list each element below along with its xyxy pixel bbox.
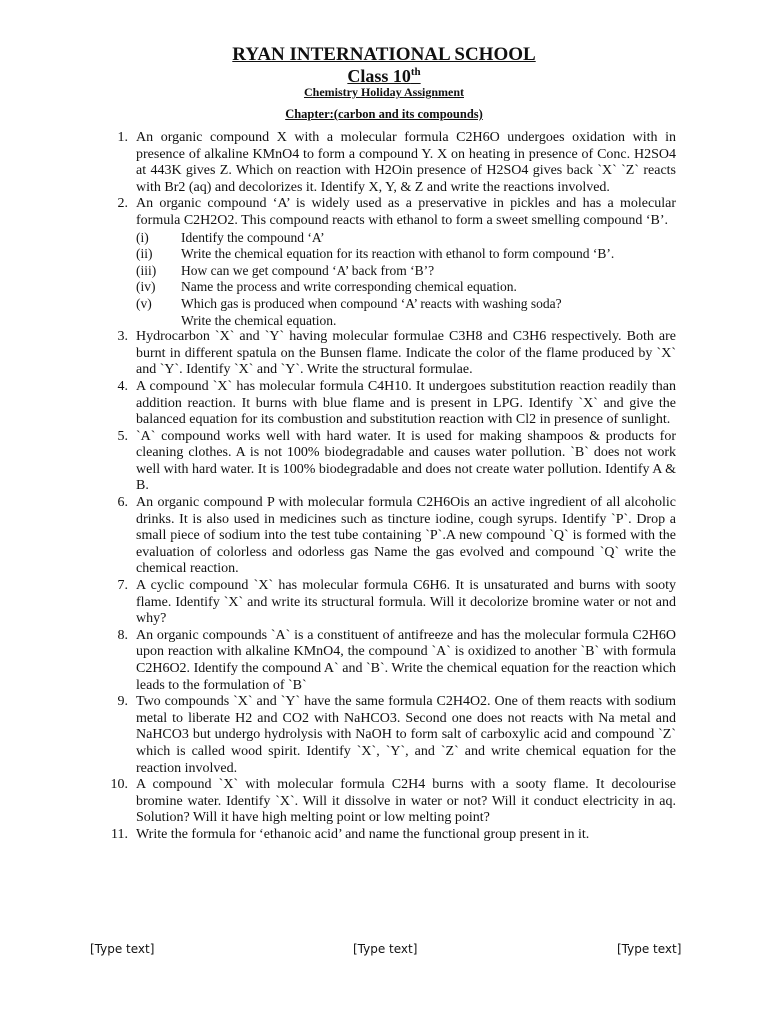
subpart-numeral: (iii) — [136, 262, 157, 278]
class-superscript: th — [410, 66, 421, 78]
question-item — [0, 694, 768, 777]
chapter-title: Chapter:(carbon and its compounds) — [285, 107, 483, 121]
question-text: An organic compound X with a molecular formula C2H6O undergoes oxidation with in presence of alkaline KMnO4 to form a compound Y. X on heating in presence of Conc. H2SO4 at 443K gives Z. Which on reaction with H2Oin presence of H2SO4 gives back `X` `Z` reacts with Br2 (aq) and decolorizes it. Identify X, Y, & Z and write the reactions involved. — [136, 130, 676, 195]
question-number: 10. — [110, 777, 128, 793]
subpart-numeral: (v) — [136, 295, 152, 311]
assignment-title: Chemistry Holiday Assignment — [303, 85, 464, 99]
question-item — [0, 379, 768, 429]
school-name: RYAN INTERNATIONAL SCHOOL — [232, 44, 536, 65]
subpart-item — [136, 296, 676, 313]
question-number: 7. — [117, 578, 128, 594]
question-text: A compound `X` has molecular formula C4H10. It undergoes substitution reaction readily than addition reaction. It burns with blue flame and is present in LPG. Identify `X` and give the balanced equation for its combustion and substitution reaction with Cl2 in presence of sunlight. — [136, 378, 676, 428]
question-number: 5. — [117, 428, 128, 444]
question-text: A cyclic compound `X` has molecular formula C6H6. It is unsaturated and burns with sooty flame. Identify `X` and write its structural formula. Will it decolorize bromine water or not and why? — [136, 578, 676, 627]
question-text: An organic compounds `A` is a constituent of antifreeze and has the molecular formula C2H6O upon reaction with alkaline KMnO4, the compound `A` is oxidized to another `B` with formula C2H6O2. Identify the compound A` and `B`. Write the chemical equation for the reaction which leads to the formulation of `B` — [136, 627, 676, 693]
question-number: 8. — [117, 627, 128, 643]
subpart-item — [136, 279, 676, 296]
subpart-numeral: (iv) — [136, 279, 156, 295]
class-label: Class 10 — [347, 66, 411, 86]
question-number: 1. — [117, 130, 128, 145]
question-item — [0, 628, 768, 694]
footer-right-placeholder[interactable]: [Type text] — [617, 942, 682, 956]
subpart-item — [136, 246, 676, 263]
question-item — [0, 578, 768, 628]
question-number: 11. — [111, 826, 128, 842]
question-text: Hydrocarbon `X` and `Y` having molecular formulae C3H8 and C3H6 respectively. Both are burnt in different spatula on the Bunsen flame. Indicate the color of the flame produced by `X` and `Y`. Identify `X` and `Y`. Write the structural formulae. — [136, 329, 676, 378]
question-item — [0, 196, 768, 229]
subpart-text: Name the process and write corresponding chemical equation. — [181, 279, 517, 295]
question-item — [0, 777, 768, 827]
question-number: 3. — [117, 329, 128, 345]
class-heading — [0, 66, 768, 87]
subpart-item — [136, 230, 676, 247]
subpart-text: Write the chemical equation for its reaction with ethanol to form compound ‘B’. — [181, 246, 615, 262]
question-number: 9. — [117, 694, 128, 710]
subpart-numeral: (i) — [136, 229, 149, 245]
question-text: Write the formula for ‘ethanoic acid’ and name the functional group present in it. — [136, 826, 590, 842]
question-text: An organic compound P with molecular formula C2H6Ois an active ingredient of all alcoholic drinks. It is also used in medicines such as tincture iodine, cough syrups. Identify `P`. Drop a small piece of sodium into the test tube containing `P`.A new compound `Q` is formed with the evaluation of colorless and odorless gas Name the gas evolved and compound `Q` write the chemical reaction. — [136, 495, 676, 577]
subpart-continuation: Write the chemical equation. — [181, 312, 337, 328]
question-list — [0, 130, 768, 844]
question-number: 4. — [117, 378, 128, 394]
question-item — [0, 329, 768, 379]
subpart-item — [136, 263, 676, 280]
subpart-numeral: (ii) — [136, 246, 153, 262]
subpart-text: Identify the compound ‘A’ — [181, 229, 325, 245]
question-item — [0, 495, 768, 578]
question-item — [0, 429, 768, 495]
question-text: An organic compound ‘A’ is widely used as a preservative in pickles and has a molecular formula C2H2O2. This compound reacts with ethanol to form a sweet smelling compound ‘B’. — [136, 196, 676, 228]
subpart-text: How can we get compound ‘A’ back from ‘B’? — [181, 262, 435, 278]
question-text: A compound `X` with molecular formula C2H4 burns with a sooty flame. It decolourise bromine water. Identify `X`. Will it dissolve in water or not? Will it conduct electricity in aq. Solution? Will it have high melting point or low melting point? — [136, 777, 676, 826]
footer-left-placeholder[interactable]: [Type text] — [90, 942, 155, 956]
question-item — [0, 130, 768, 196]
question-number: 2. — [117, 196, 128, 212]
footer-center-placeholder[interactable]: [Type text] — [353, 942, 418, 956]
question-number: 6. — [117, 495, 128, 511]
question-text: `A` compound works well with hard water. It is used for making shampoos & products for cleaning clothes. A is not 100% biodegradable and causes water pollution. `B` does not work well with hard water. It is 100% biodegradable and does not create water pollution. Identify A & B. — [136, 428, 676, 494]
question-item — [0, 827, 768, 844]
subpart-text: Which gas is produced when compound ‘A’ reacts with washing soda? — [181, 295, 562, 311]
question-text: Two compounds `X` and `Y` have the same formula C2H4O2. One of them reacts with sodium metal to liberate H2 and CO2 with NaHCO3. Second one does not reacts with Na metal and NaHCO3 but undergo hydrolysis with NaOH to form salt of carboxylic acid and compound `Z` which is called wood spirit. Identify `X`, `Y`, and `Z` and write chemical equation for the reaction involved. — [136, 694, 676, 776]
